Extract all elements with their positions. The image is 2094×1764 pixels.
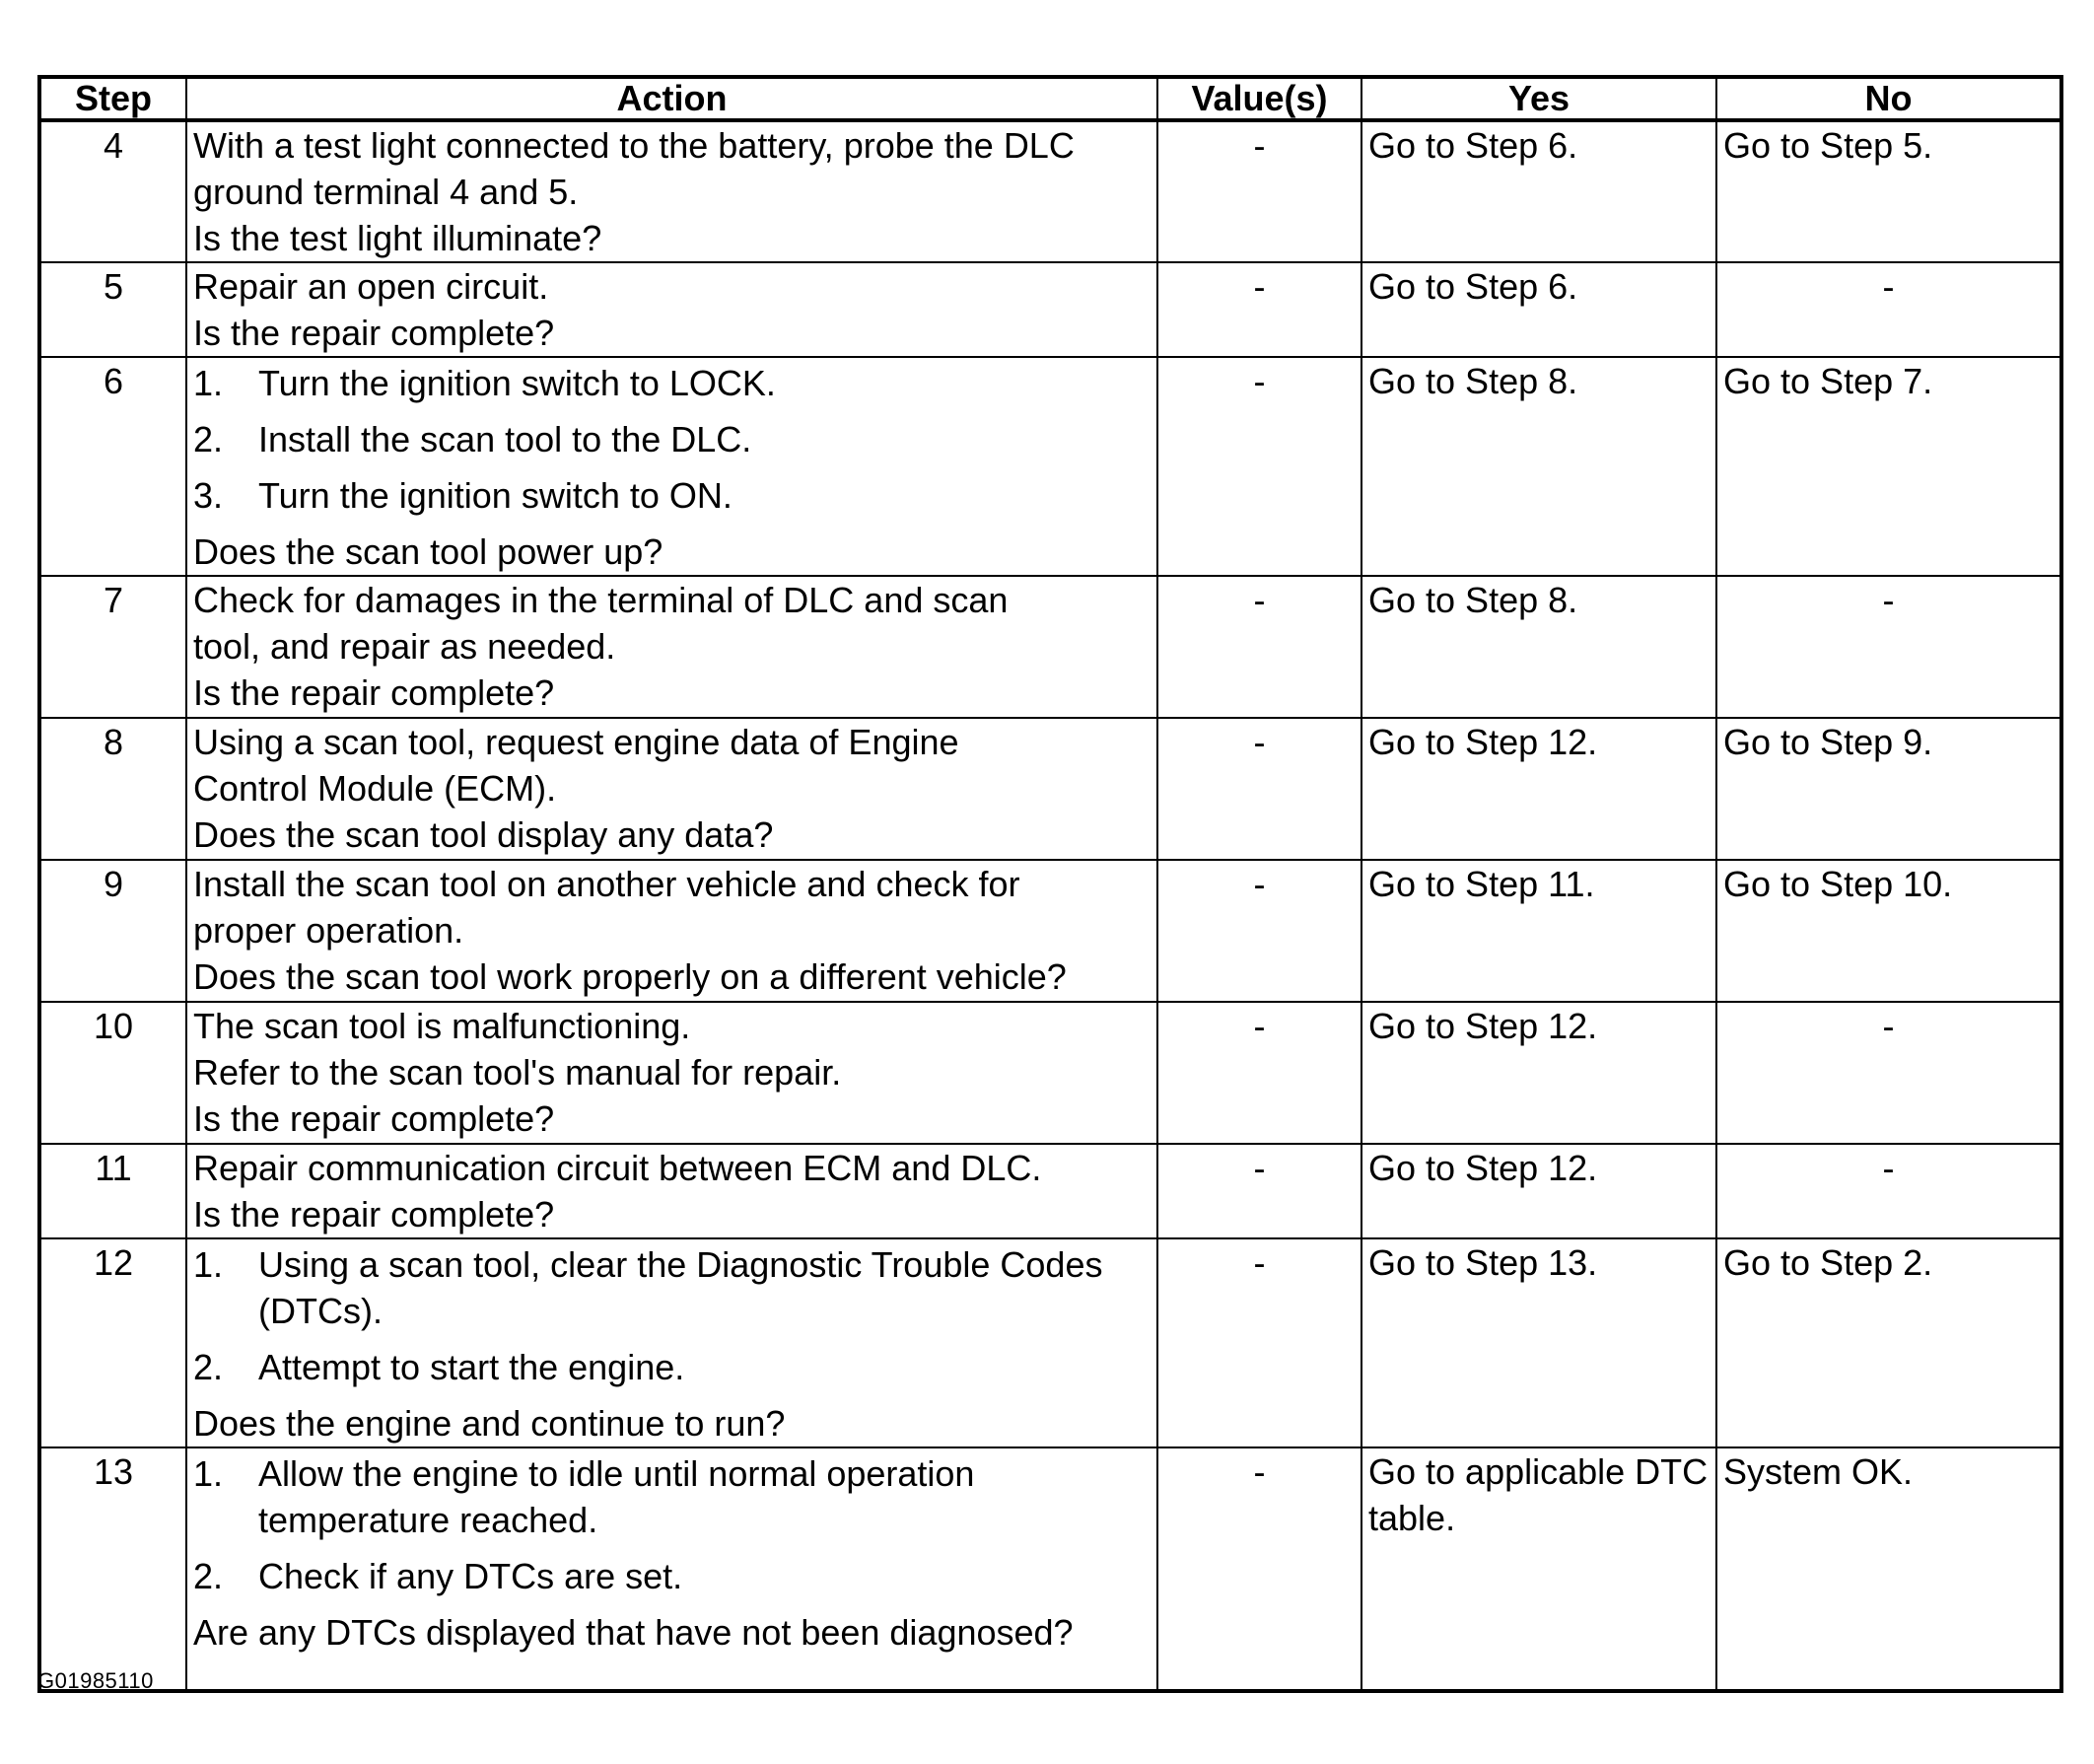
action-line: With a test light connected to the battery, probe the DLC [193, 125, 1075, 166]
action-line: Repair communication circuit between ECM and DLC. [193, 1148, 1042, 1188]
action-cell [186, 262, 1157, 357]
value-cell: - [1157, 576, 1361, 718]
action-line: The scan tool is malfunctioning. [193, 1006, 691, 1046]
no-cell: - [1716, 576, 2061, 718]
action-cell [186, 1447, 1157, 1691]
header-action: Action [186, 77, 1157, 120]
value-cell: - [1157, 1002, 1361, 1144]
action-step-number: 2. [193, 419, 224, 459]
action-step-text: Allow the engine to idle until normal operation temperature reached. [258, 1453, 975, 1540]
action-step-number: 3. [193, 475, 224, 516]
action-step-number: 1. [193, 1453, 224, 1494]
table-header-row [39, 77, 2061, 120]
action-step-item [193, 360, 1151, 406]
yes-cell: Go to Step 6. [1361, 120, 1716, 262]
header-values: Value(s) [1157, 77, 1361, 120]
action-line: ground terminal 4 and 5. [193, 172, 579, 212]
action-line: Control Module (ECM). [193, 768, 557, 809]
action-line: Refer to the scan tool's manual for repair. [193, 1052, 842, 1093]
action-line: Does the scan tool display any data? [193, 814, 774, 855]
value-cell: - [1157, 1144, 1361, 1238]
value-cell: - [1157, 1447, 1361, 1691]
table-row [39, 1002, 2061, 1144]
action-step-text: Turn the ignition switch to LOCK. [258, 363, 776, 403]
action-step-item [193, 472, 1151, 519]
action-line: Using a scan tool, request engine data of Engine [193, 722, 959, 762]
table-row [39, 576, 2061, 718]
step-number: 13 [39, 1447, 186, 1691]
action-cell [186, 357, 1157, 576]
action-steps-list [193, 1450, 1151, 1599]
table-row [39, 718, 2061, 860]
action-cell [186, 1002, 1157, 1144]
no-cell: - [1716, 262, 2061, 357]
table-row [39, 120, 2061, 262]
step-number: 6 [39, 357, 186, 576]
yes-cell: Go to Step 8. [1361, 357, 1716, 576]
header-no: No [1716, 77, 2061, 120]
action-line: Is the repair complete? [193, 1194, 555, 1235]
figure-id: G01985110 [37, 1668, 154, 1693]
step-number: 8 [39, 718, 186, 860]
action-line: Install the scan tool on another vehicle and check for [193, 864, 1020, 904]
header-yes: Yes [1361, 77, 1716, 120]
action-cell [186, 120, 1157, 262]
action-line: Check for damages in the terminal of DLC and scan [193, 580, 1009, 620]
action-question: Are any DTCs displayed that have not been diagnosed? [193, 1612, 1074, 1653]
action-step-text: Install the scan tool to the DLC. [258, 419, 752, 459]
action-step-item [193, 1344, 1151, 1390]
table-row [39, 860, 2061, 1002]
step-number: 12 [39, 1238, 186, 1447]
step-number: 7 [39, 576, 186, 718]
yes-cell: Go to Step 13. [1361, 1238, 1716, 1447]
no-cell: Go to Step 5. [1716, 120, 2061, 262]
action-line: Is the repair complete? [193, 672, 555, 713]
action-cell [186, 1144, 1157, 1238]
yes-cell: Go to Step 8. [1361, 576, 1716, 718]
action-line: Repair an open circuit. [193, 266, 549, 307]
action-step-item [193, 1450, 1151, 1543]
no-cell: Go to Step 7. [1716, 357, 2061, 576]
no-cell: Go to Step 9. [1716, 718, 2061, 860]
action-steps-list [193, 1241, 1151, 1390]
yes-cell: Go to Step 12. [1361, 1144, 1716, 1238]
step-number: 10 [39, 1002, 186, 1144]
value-cell: - [1157, 120, 1361, 262]
action-step-item [193, 1553, 1151, 1599]
action-step-text: Using a scan tool, clear the Diagnostic Trouble Codes (DTCs). [258, 1244, 1103, 1331]
action-step-text: Check if any DTCs are set. [258, 1556, 683, 1596]
action-cell [186, 1238, 1157, 1447]
value-cell: - [1157, 262, 1361, 357]
table-row [39, 357, 2061, 576]
action-cell [186, 576, 1157, 718]
yes-cell: Go to Step 6. [1361, 262, 1716, 357]
yes-cell: Go to Step 11. [1361, 860, 1716, 1002]
action-step-item [193, 416, 1151, 462]
action-line: tool, and repair as needed. [193, 626, 616, 667]
action-cell [186, 860, 1157, 1002]
action-step-number: 1. [193, 363, 224, 403]
action-question: Does the engine and continue to run? [193, 1403, 786, 1444]
action-step-number: 2. [193, 1347, 224, 1387]
diagnostic-table [37, 75, 2063, 1693]
table-row [39, 1238, 2061, 1447]
action-line: proper operation. [193, 910, 464, 951]
step-number: 9 [39, 860, 186, 1002]
table-row [39, 1144, 2061, 1238]
value-cell: - [1157, 357, 1361, 576]
action-cell [186, 718, 1157, 860]
no-cell: - [1716, 1144, 2061, 1238]
table-row [39, 1447, 2061, 1691]
table-body [39, 120, 2061, 1691]
yes-cell: Go to Step 12. [1361, 718, 1716, 860]
action-question: Does the scan tool power up? [193, 531, 663, 572]
value-cell: - [1157, 718, 1361, 860]
action-line: Is the repair complete? [193, 313, 555, 353]
value-cell: - [1157, 1238, 1361, 1447]
no-cell: Go to Step 10. [1716, 860, 2061, 1002]
action-line: Is the repair complete? [193, 1098, 555, 1139]
action-line: Is the test light illuminate? [193, 218, 602, 258]
yes-cell: Go to Step 12. [1361, 1002, 1716, 1144]
action-step-text: Attempt to start the engine. [258, 1347, 685, 1387]
action-step-item [193, 1241, 1151, 1334]
action-line: Does the scan tool work properly on a different vehicle? [193, 956, 1067, 997]
no-cell: System OK. [1716, 1447, 2061, 1691]
no-cell: Go to Step 2. [1716, 1238, 2061, 1447]
action-step-number: 2. [193, 1556, 224, 1596]
step-number: 4 [39, 120, 186, 262]
header-step: Step [39, 77, 186, 120]
value-cell: - [1157, 860, 1361, 1002]
step-number: 5 [39, 262, 186, 357]
table-row [39, 262, 2061, 357]
yes-cell: Go to applicable DTC table. [1361, 1447, 1716, 1691]
action-step-text: Turn the ignition switch to ON. [258, 475, 733, 516]
action-steps-list [193, 360, 1151, 519]
step-number: 11 [39, 1144, 186, 1238]
no-cell: - [1716, 1002, 2061, 1144]
action-step-number: 1. [193, 1244, 224, 1285]
